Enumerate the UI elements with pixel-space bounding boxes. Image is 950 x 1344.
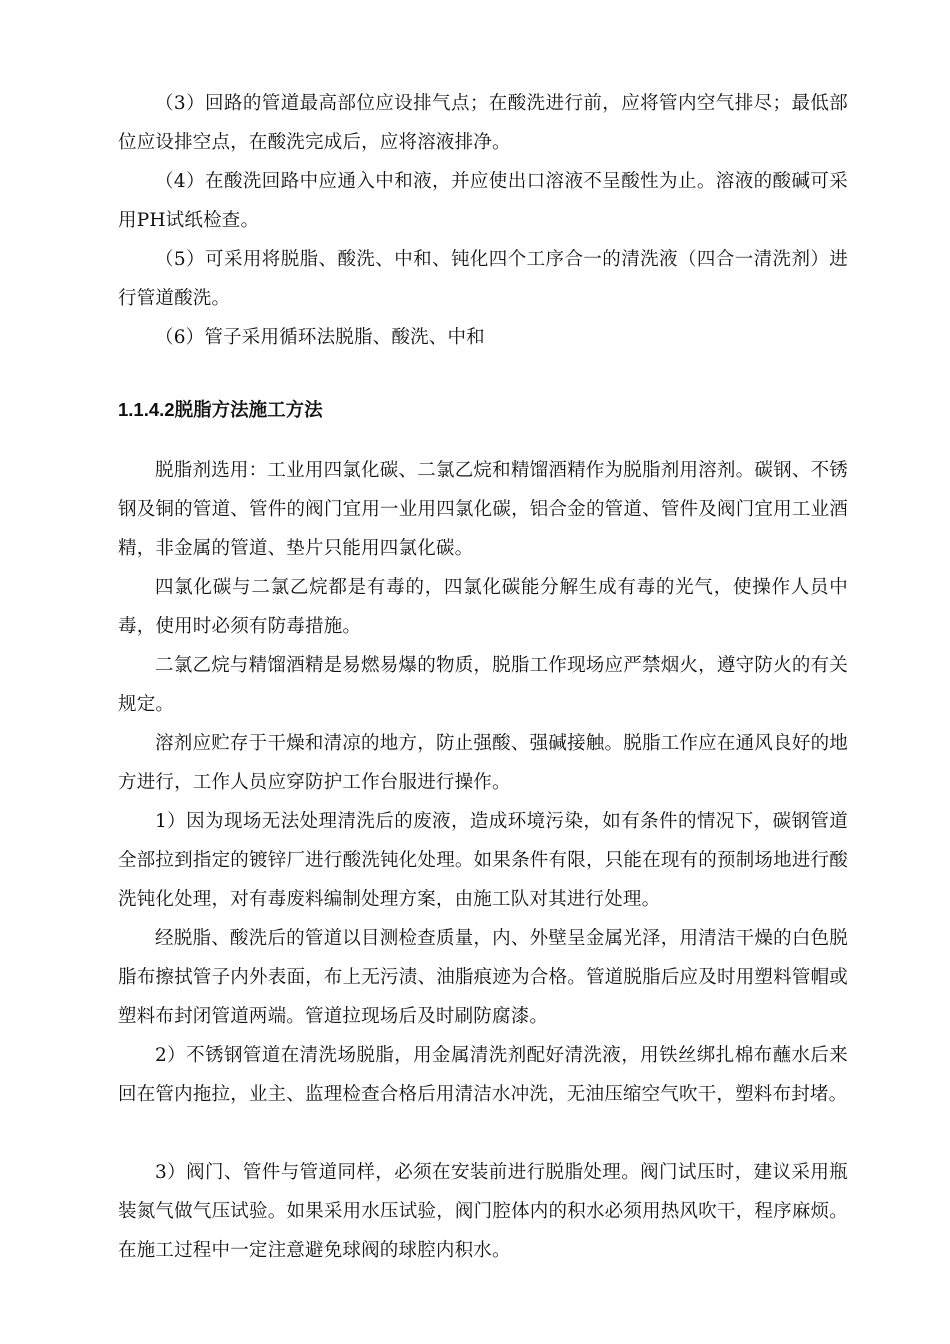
paragraph-degreaser-selection: 脱脂剂选用：工业用四氯化碳、二氯乙烷和精馏酒精作为脱脂剂用溶剂。碳钢、不锈钢及铜的管道、管件的阀门宜用一业用四氯化碳，铝合金的管道、管件及阀门宜用工业酒精，非金属的管道、垫片只能用四氯化碳。: [118, 460, 848, 559]
paragraph-toxicity: 四氯化碳与二氯乙烷都是有毒的，四氯化碳能分解生成有毒的光气，使操作人员中毒，使用时必须有防毒措施。: [118, 577, 848, 637]
paragraph-neutralizing: （4）在酸洗回路中应通入中和液，并应使出口溶液不呈酸性为止。溶液的酸碱可采用PH试纸检查。: [118, 171, 848, 231]
paragraph-four-in-one: （5）可采用将脱脂、酸洗、中和、钝化四个工序合一的清洗液（四合一清洗剂）进行管道酸洗。: [118, 249, 848, 309]
section-title: 脱脂方法施工方法: [174, 400, 323, 421]
paragraph-item-1: 1）因为现场无法处理清洗后的废液，造成环境污染，如有条件的情况下，碳钢管道全部拉到指定的镀锌厂进行酸洗钝化处理。如果条件有限，只能在现有的预制场地进行酸洗钝化处理，对有毒废料编制处理方案，由施工队对其进行处理。: [118, 811, 848, 910]
paragraph-inspection: 经脱脂、酸洗后的管道以目测检查质量，内、外壁呈金属光泽，用清洁干燥的白色脱脂布擦拭管子内外表面，布上无污渍、油脂痕迹为合格。管道脱脂后应及时用塑料管帽或塑料布封闭管道两端。管道拉现场后及时刷防腐漆。: [118, 928, 848, 1027]
paragraph-fire-safety: 二氯乙烷与精馏酒精是易燃易爆的物质，脱脂工作现场应严禁烟火，遵守防火的有关规定。: [118, 655, 848, 715]
section-number: 1.1.4.2: [118, 399, 175, 420]
paragraph-vent-points: （3）回路的管道最高部位应设排气点；在酸洗进行前，应将管内空气排尽；最低部位应设排空点，在酸洗完成后，应将溶液排净。: [118, 93, 848, 153]
paragraph-circulation: （6）管子采用循环法脱脂、酸洗、中和: [155, 327, 485, 348]
section-heading: [118, 395, 848, 426]
paragraph-item-2: 2）不锈钢管道在清洗场脱脂，用金属清洗剂配好清洗液，用铁丝绑扎棉布蘸水后来回在管内拖拉，业主、监理检查合格后用清洁水冲洗，无油压缩空气吹干，塑料布封堵。: [118, 1045, 848, 1105]
paragraph-storage: 溶剂应贮存于干燥和清凉的地方，防止强酸、强碱接触。脱脂工作应在通风良好的地方进行，工作人员应穿防护工作台服进行操作。: [118, 733, 848, 793]
paragraph-item-3: 3）阀门、管件与管道同样，必须在安装前进行脱脂处理。阀门试压时，建议采用瓶装氮气做气压试验。如果采用水压试验，阀门腔体内的积水必须用热风吹干，程序麻烦。在施工过程中一定注意避免球阀的球腔内积水。: [118, 1162, 848, 1261]
